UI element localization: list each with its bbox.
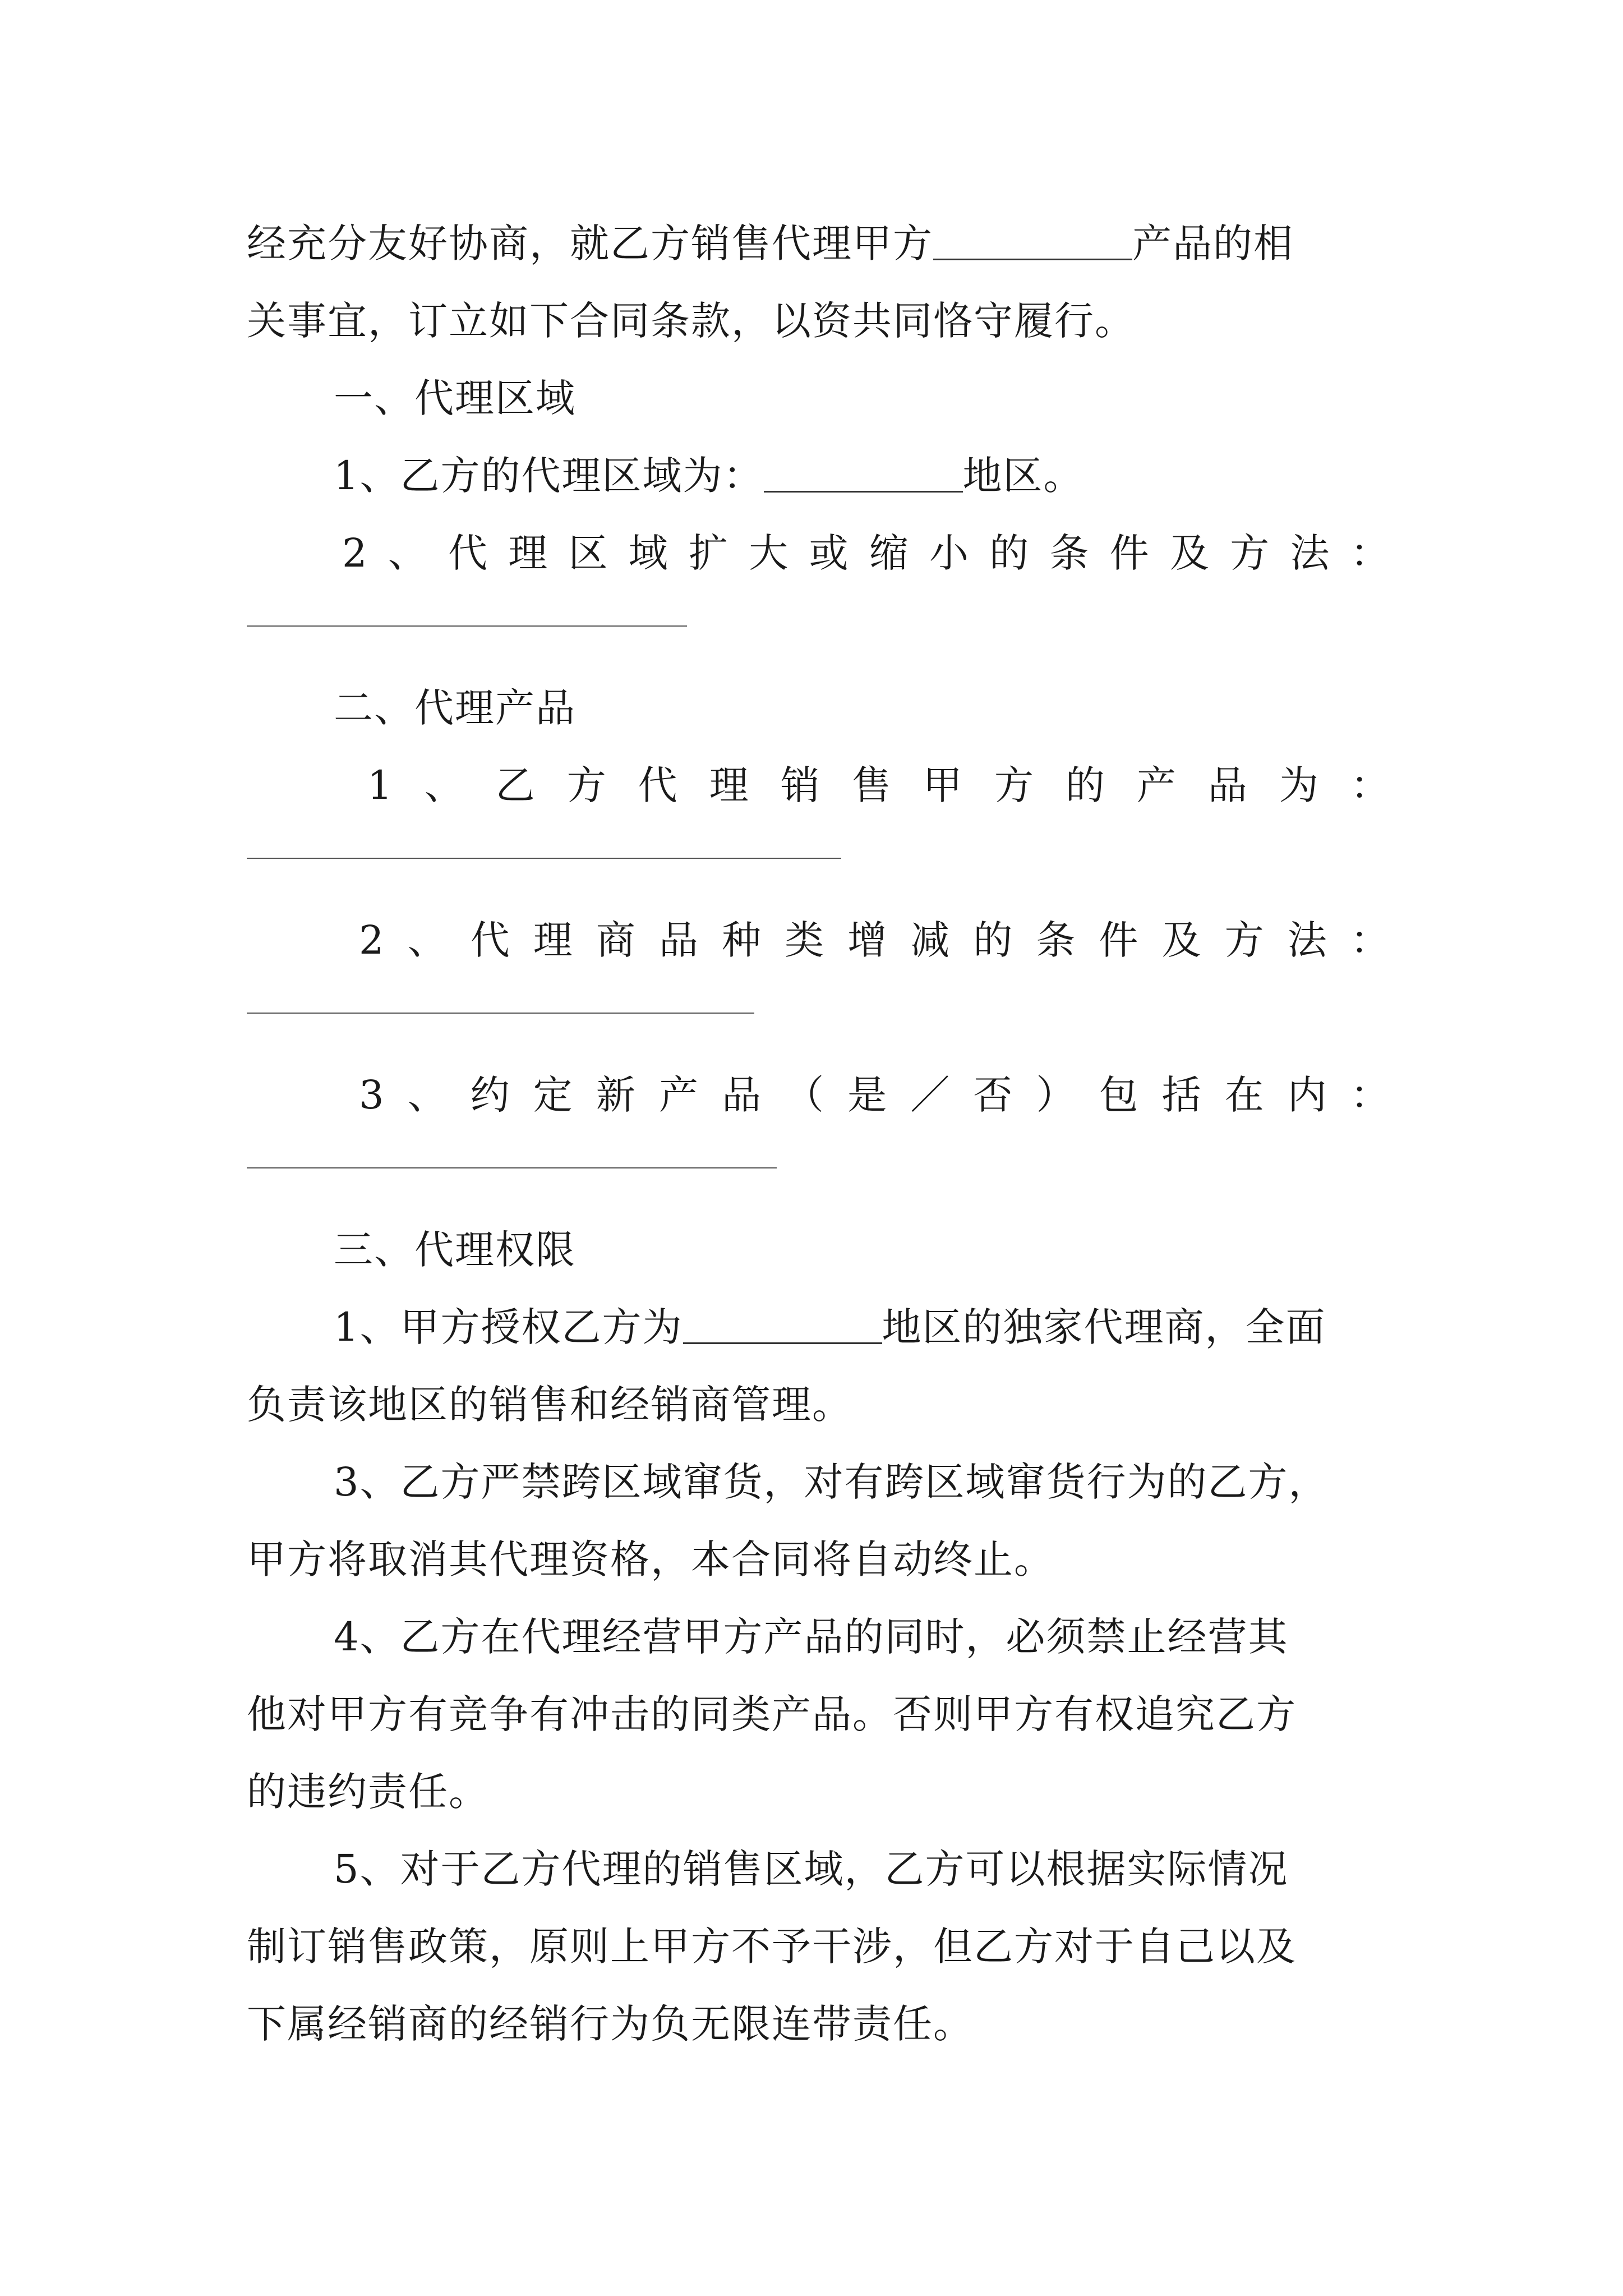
- spaced-char: 乙: [495, 762, 536, 808]
- spaced-char: 品: [658, 917, 699, 963]
- section3-item3: 3、乙方严禁跨区域窜货，对有跨区域窜货行为的乙方，: [334, 1459, 1329, 1505]
- document-page: [247, 205, 1391, 2063]
- section3-item5: 5、对于乙方代理的销售区域，乙方可以根据实际情况: [334, 1846, 1289, 1892]
- spaced-char: 或: [809, 530, 850, 576]
- spaced-char: 2: [342, 530, 368, 576]
- section1-item1-text-b: 地区。: [962, 453, 1084, 499]
- section3-item4: 4、乙方在代理经营甲方产品的同时，必须禁止经营其: [334, 1614, 1289, 1660]
- intro-text-1a: 经充分友好协商，就乙方销售代理甲方: [247, 220, 933, 266]
- spaced-char: 销: [780, 762, 821, 808]
- spaced-char: 区: [568, 530, 609, 576]
- spaced-char: 售: [851, 762, 892, 808]
- spaced-char: 理: [533, 917, 574, 963]
- section3-item4-cont-1: 他对甲方有竞争有冲击的同类产品。否则甲方有权追究乙方: [247, 1691, 1297, 1737]
- section1-item1: [247, 437, 1391, 514]
- spaced-char: 、: [407, 917, 448, 963]
- spaced-char: 理: [508, 530, 549, 576]
- spaced-char: 是: [847, 1072, 888, 1118]
- spaced-char: 方: [1230, 530, 1271, 576]
- spaced-char: 法: [1290, 530, 1331, 576]
- section3-item1: [247, 1289, 1391, 1366]
- spaced-char: 否: [973, 1072, 1014, 1118]
- spaced-char: 、: [388, 530, 428, 576]
- spaced-char: 件: [1109, 530, 1150, 576]
- spaced-char: 增: [847, 917, 888, 963]
- spaced-char: 条: [1049, 530, 1090, 576]
- section3-item5-cont-1: 制订销售政策，原则上甲方不予干涉，但乙方对于自己以及: [247, 1924, 1297, 1970]
- section1-item1-text-a: 1、乙方的代理区域为：: [334, 453, 764, 499]
- spaced-char: 条: [1036, 917, 1077, 963]
- spaced-char: 代: [470, 917, 511, 963]
- spaced-char: 的: [973, 917, 1014, 963]
- spaced-char: 、: [424, 762, 465, 808]
- fill-rule: [247, 1167, 777, 1168]
- spaced-char: （: [785, 1072, 826, 1118]
- spaced-char: 约: [470, 1072, 511, 1118]
- spaced-char: ：: [1350, 530, 1391, 576]
- spaced-char: 理: [709, 762, 750, 808]
- spaced-char: 商: [596, 917, 637, 963]
- section1-heading: 一、代理区域: [334, 375, 576, 421]
- section3-heading: 三、代理权限: [334, 1227, 576, 1273]
- spaced-char: 类: [785, 917, 826, 963]
- section3-item5-cont-2: 下属经销商的经销行为负无限连带责任。: [247, 2001, 974, 2047]
- spaced-char: ）: [1036, 1072, 1077, 1118]
- spaced-char: 包: [1099, 1072, 1140, 1118]
- spaced-char: 大: [749, 530, 790, 576]
- section3-item1-cont: 负责该地区的销售和经销商管理。: [247, 1382, 852, 1428]
- intro-line-2: 关事宜，订立如下合同条款，以资共同恪守履行。: [247, 298, 1135, 344]
- section2-item2-fill: [247, 979, 1391, 1056]
- spaced-char: 及: [1161, 917, 1202, 963]
- spaced-char: 新: [596, 1072, 637, 1118]
- authorized-region-blank: [683, 1303, 882, 1344]
- section2-item1-fill: [247, 824, 1391, 901]
- fill-rule: [247, 1013, 754, 1014]
- spaced-char: 括: [1161, 1072, 1202, 1118]
- section1-item2: [247, 514, 1391, 592]
- fill-rule: [247, 858, 841, 859]
- spaced-char: 在: [1224, 1072, 1265, 1118]
- fill-rule: [247, 625, 687, 627]
- spaced-char: 扩: [689, 530, 730, 576]
- spaced-char: ：: [1350, 1072, 1391, 1118]
- section3-item3-cont: 甲方将取消其代理资格，本合同将自动终止。: [247, 1536, 1054, 1582]
- section1-item2-fill: [247, 592, 1391, 669]
- spaced-char: 内: [1287, 1072, 1328, 1118]
- spaced-char: 代: [448, 530, 489, 576]
- intro-line-1: [247, 205, 1391, 282]
- spaced-char: 及: [1170, 530, 1211, 576]
- spaced-char: 小: [929, 530, 970, 576]
- spaced-char: 种: [722, 917, 763, 963]
- spaced-char: ／: [910, 1072, 951, 1118]
- spaced-char: 减: [910, 917, 951, 963]
- spaced-char: 法: [1287, 917, 1328, 963]
- spaced-char: 品: [1207, 762, 1248, 808]
- section2-item3: [247, 1056, 1391, 1134]
- spaced-char: 产: [1136, 762, 1177, 808]
- intro-text-1b: 产品的相: [1132, 220, 1294, 266]
- spaced-char: 的: [989, 530, 1030, 576]
- section2-item3-fill: [247, 1134, 1391, 1211]
- spaced-char: 定: [533, 1072, 574, 1118]
- section3-item1-text-a: 1、甲方授权乙方为: [334, 1304, 683, 1350]
- spaced-char: 、: [407, 1072, 448, 1118]
- spaced-char: 3: [359, 1072, 385, 1118]
- spaced-char: 件: [1099, 917, 1140, 963]
- section2-heading: 二、代理产品: [334, 685, 576, 731]
- spaced-char: 1: [367, 762, 394, 808]
- spaced-char: 产: [658, 1072, 699, 1118]
- spaced-char: 的: [1065, 762, 1106, 808]
- spaced-char: 代: [638, 762, 679, 808]
- product-blank: [933, 219, 1132, 260]
- spaced-char: 方: [994, 762, 1035, 808]
- spaced-char: 2: [359, 917, 385, 963]
- section3-item4-cont-2: 的违约责任。: [247, 1769, 489, 1815]
- spaced-char: ：: [1350, 762, 1391, 808]
- spaced-char: 甲: [923, 762, 963, 808]
- section3-item1-text-b: 地区的独家代理商，全面: [882, 1304, 1326, 1350]
- region-blank: [764, 452, 963, 493]
- section2-item1: [247, 747, 1391, 824]
- spaced-char: 品: [722, 1072, 763, 1118]
- spaced-char: 缩: [869, 530, 910, 576]
- spaced-char: 方: [566, 762, 607, 808]
- spaced-char: 为: [1279, 762, 1320, 808]
- spaced-char: 方: [1224, 917, 1265, 963]
- section2-item2: [247, 901, 1391, 979]
- spaced-char: ：: [1350, 917, 1391, 963]
- spaced-char: 域: [628, 530, 669, 576]
